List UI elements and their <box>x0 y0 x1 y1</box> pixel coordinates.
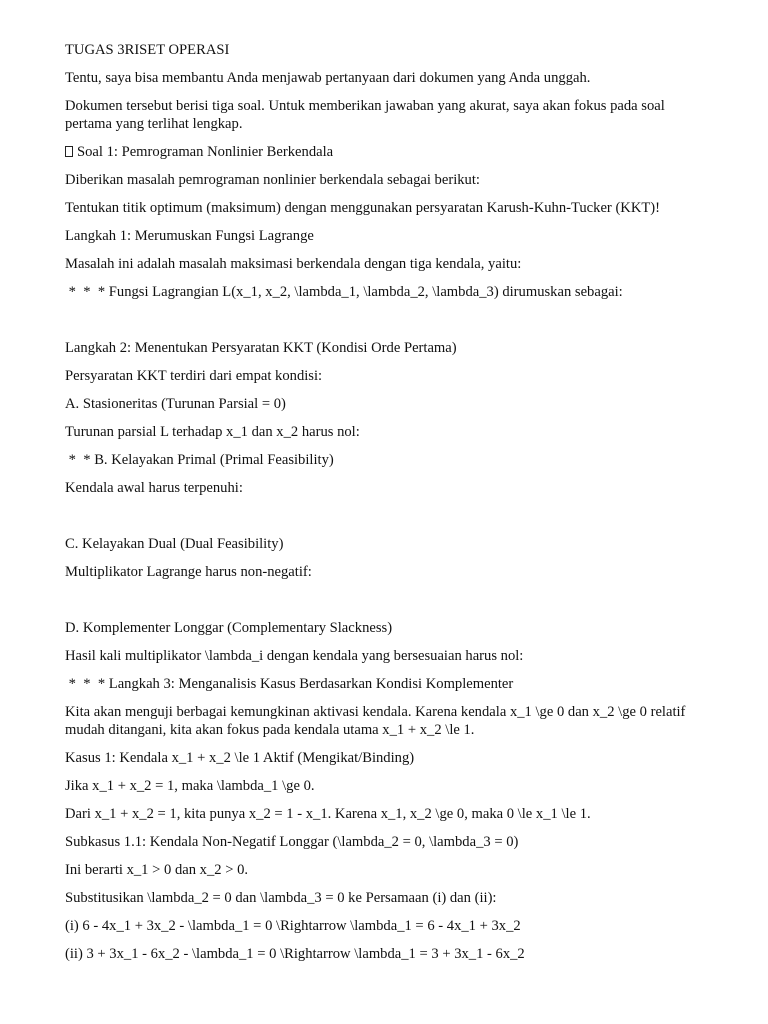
blank-line <box>65 507 715 525</box>
paragraph-slackness: Hasil kali multiplikator \lambda_i dengan kendala yang bersesuaian harus nol: <box>65 648 524 664</box>
paragraph-scope: Dokumen tersebut berisi tiga soal. Untuk memberikan jawaban yang akurat, saya akan fokus pada soal pertama yang terlihat lengkap. <box>65 98 669 132</box>
equation-ii: (ii) 3 + 3x_1 - 6x_2 - \lambda_1 = 0 \Rightarrow \lambda_1 = 3 + 3x_1 - 6x_2 <box>65 946 525 962</box>
heading-kasus-1: Kasus 1: Kendala x_1 + x_2 \le 1 Aktif (Mengikat/Binding) <box>65 750 415 766</box>
document-page <box>65 41 715 973</box>
paragraph-kkt-conditions: Persyaratan KKT terdiri dari empat kondisi: <box>65 368 323 384</box>
paragraph-kasus-1-b: Dari x_1 + x_2 = 1, kita punya x_2 = 1 - x_1. Karena x_1, x_2 \ge 0, maka 0 \le x_1 \le 1. <box>65 806 591 822</box>
heading-subkasus-1-1: Subkasus 1.1: Kendala Non-Negatif Longgar (\lambda_2 = 0, \lambda_3 = 0) <box>65 834 519 850</box>
heading-dual-feasibility: C. Kelayakan Dual (Dual Feasibility) <box>65 536 284 552</box>
paragraph-lagrangian: * * * Fungsi Lagrangian L(x_1, x_2, \lambda_1, \lambda_2, \lambda_3) dirumuskan sebagai: <box>65 284 623 300</box>
heading-soal-1 <box>65 143 715 161</box>
blank-line <box>65 591 715 609</box>
heading-langkah-3: * * * Langkah 3: Menganalisis Kasus Berdasarkan Kondisi Komplementer <box>65 676 514 692</box>
paragraph-activation: Kita akan menguji berbagai kemungkinan aktivasi kendala. Karena kendala x_1 \ge 0 dan x_2 \ge 0 relatif mudah ditangani, kita akan fokus pada kendala utama x_1 + x_2 \le 1. <box>65 704 690 738</box>
paragraph-partial-derivative: Turunan parsial L terhadap x_1 dan x_2 harus nol: <box>65 424 360 440</box>
paragraph-intro: Tentu, saya bisa membantu Anda menjawab pertanyaan dari dokumen yang Anda unggah. <box>65 70 591 86</box>
equation-i: (i) 6 - 4x_1 + 3x_2 - \lambda_1 = 0 \Rightarrow \lambda_1 = 6 - 4x_1 + 3x_2 <box>65 918 521 934</box>
heading-primal-feasibility: * * B. Kelayakan Primal (Primal Feasibility) <box>65 452 334 468</box>
paragraph-constraints: Masalah ini adalah masalah maksimasi berkendala dengan tiga kendala, yaitu: <box>65 256 522 272</box>
heading-complementary-slackness: D. Komplementer Longgar (Complementary Slackness) <box>65 620 393 636</box>
paragraph-dual: Multiplikator Lagrange harus non-negatif: <box>65 564 312 580</box>
paragraph-subkasus-b: Substitusikan \lambda_2 = 0 dan \lambda_3 = 0 ke Persamaan (i) dan (ii): <box>65 890 497 906</box>
paragraph-task: Tentukan titik optimum (maksimum) dengan menggunakan persyaratan Karush-Kuhn-Tucker (KKT)! <box>65 200 661 216</box>
missing-glyph-icon <box>65 146 73 157</box>
blank-line <box>65 311 715 329</box>
paragraph-primal: Kendala awal harus terpenuhi: <box>65 480 243 496</box>
heading-langkah-1: Langkah 1: Merumuskan Fungsi Lagrange <box>65 228 314 244</box>
heading-langkah-2: Langkah 2: Menentukan Persyaratan KKT (Kondisi Orde Pertama) <box>65 340 457 356</box>
paragraph-subkasus-a: Ini berarti x_1 > 0 dan x_2 > 0. <box>65 862 249 878</box>
document-title: TUGAS 3RISET OPERASI <box>65 42 230 58</box>
paragraph-kasus-1-a: Jika x_1 + x_2 = 1, maka \lambda_1 \ge 0. <box>65 778 315 794</box>
heading-stasioneritas: A. Stasioneritas (Turunan Parsial = 0) <box>65 396 286 412</box>
paragraph-problem: Diberikan masalah pemrograman nonlinier berkendala sebagai berikut: <box>65 172 480 188</box>
heading-soal-1-text: Soal 1: Pemrograman Nonlinier Berkendala <box>77 144 334 160</box>
